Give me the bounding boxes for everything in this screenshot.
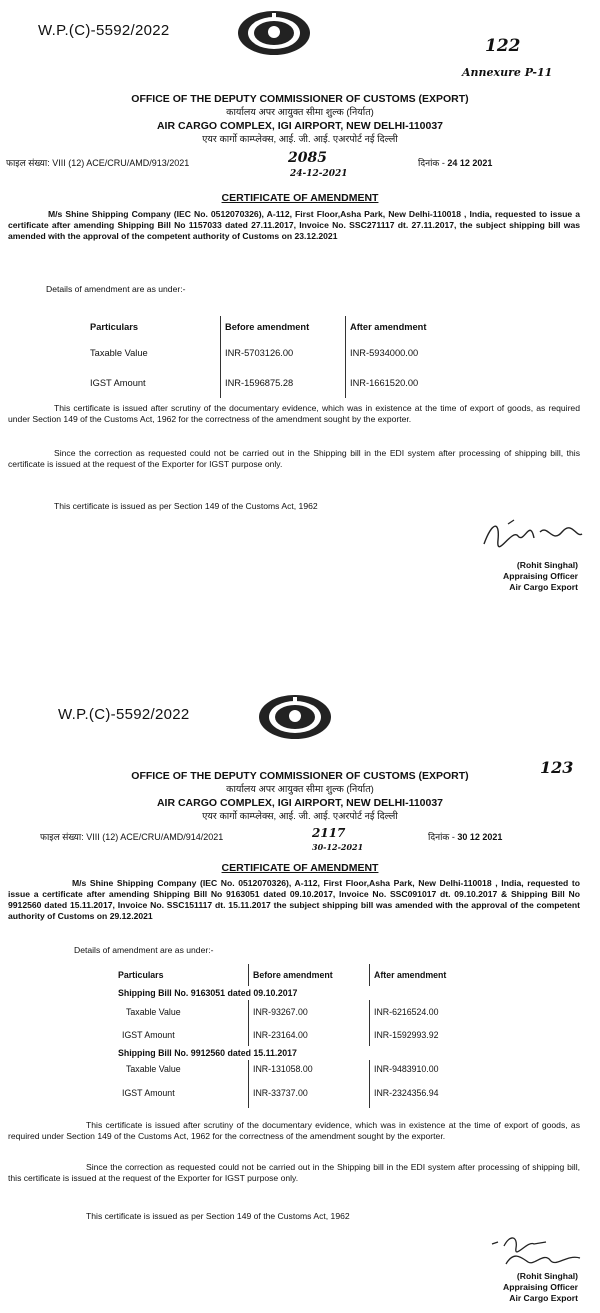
details-label: Details of amendment are as under:-	[74, 945, 214, 955]
details-label: Details of amendment are as under:-	[46, 284, 186, 294]
complex-address-en: AIR CARGO COMPLEX, IGI AIRPORT, NEW DELHI-110037	[156, 120, 444, 132]
amendment-table	[86, 316, 482, 398]
file-number-value: VIII (12) ACE/CRU/AMD/914/2021	[86, 832, 224, 842]
date-value: 24 12 2021	[447, 158, 493, 168]
issue-date	[428, 830, 502, 843]
wp-number: W.P.(C)-5592/2022	[58, 706, 190, 723]
header-before: Before amendment	[249, 964, 370, 986]
signatory-name: (Rohit Singhal)	[516, 560, 578, 570]
table-row	[86, 368, 482, 398]
amendment-table	[114, 964, 496, 1108]
signature-icon	[488, 1228, 588, 1272]
table-cell: INR-1596875.28	[221, 368, 346, 398]
intro-paragraph: M/s Shine Shipping Company (IEC No. 0512070326), A-112, First Floor,Asha Park, New Delhi-110018 , India, requested to issue a certificate after amending Shipping Bill No 9163051 dated 09.10.2017, Invoice No. SSC091017 dt. 09.10.2017 & Shipping Bill No 9912560 dated 15.11.2017, Invoice No. SSC151117 dt. 15.11.2017 the subject shipping bill was amended with the approval of the competent authority of Customs on 29.12.2021	[8, 878, 580, 921]
customs-emblem-icon	[235, 8, 313, 58]
file-number	[6, 156, 189, 169]
table-row	[114, 1024, 496, 1046]
table-cell: INR-93267.00	[249, 1000, 370, 1024]
scrutiny-paragraph: This certificate is issued after scrutiny of the documentary evidence, which was in existence at the time of export of goods, as required under Section 149 of the Customs Act, 1962 for the correctness of the amendment sought by the exporter.	[8, 1120, 580, 1141]
page-number: 122	[485, 36, 521, 56]
file-prefix: फाइल संख्या:	[40, 832, 84, 842]
table-row	[114, 1000, 496, 1024]
table-cell: INR-23164.00	[249, 1024, 370, 1046]
table-cell: INR-9483910.00	[370, 1060, 497, 1078]
table-group-row	[114, 986, 496, 1000]
signature-block	[503, 1271, 578, 1304]
section-paragraph: This certificate is issued as per Section 149 of the Customs Act, 1962	[86, 1211, 350, 1221]
annexure-label: Annexure P-11	[462, 66, 553, 79]
intro-paragraph: M/s Shine Shipping Company (IEC No. 0512070326), A-112, First Floor,Asha Park, New Delhi-110018 , India, requested to issue a certificate after amending Shipping Bill No 1157033 dated 27.11.2017, Invoice No. SSC271117 dt. 27.11.2017, the subject shipping bill was amended with the approval of the competent authority of Customs on 23.12.2021	[8, 209, 580, 241]
header-after: After amendment	[346, 316, 483, 338]
date-prefix: दिनांक -	[428, 832, 455, 842]
table-row	[86, 338, 482, 368]
handwritten-dispatch-date: 30-12-2021	[312, 842, 364, 852]
table-cell: INR-131058.00	[249, 1060, 370, 1078]
signatory-unit: Air Cargo Export	[509, 1293, 578, 1303]
customs-emblem-icon	[256, 692, 334, 742]
table-cell: IGST Amount	[122, 1088, 175, 1098]
table-cell: Taxable Value	[126, 1064, 181, 1074]
header-after: After amendment	[370, 964, 497, 986]
handwritten-dispatch-date: 24-12-2021	[290, 169, 348, 179]
signature-block	[503, 560, 578, 593]
signatory-designation: Appraising Officer	[503, 1282, 578, 1292]
table-header-row	[86, 316, 482, 338]
complex-address-en: AIR CARGO COMPLEX, IGI AIRPORT, NEW DELHI-110037	[156, 797, 444, 809]
table-row	[114, 1078, 496, 1108]
table-cell: IGST Amount	[90, 378, 146, 388]
signatory-name: (Rohit Singhal)	[516, 1271, 578, 1281]
table-cell: INR-33737.00	[249, 1078, 370, 1108]
table-header-row	[114, 964, 496, 986]
table-cell: INR-5934000.00	[346, 338, 483, 368]
file-number	[40, 830, 223, 843]
wp-number: W.P.(C)-5592/2022	[38, 22, 170, 39]
table-cell: INR-6216524.00	[370, 1000, 497, 1024]
table-cell: IGST Amount	[122, 1030, 175, 1040]
table-cell: INR-2324356.94	[370, 1078, 497, 1108]
signature-icon	[478, 514, 586, 556]
page-number: 123	[540, 758, 574, 777]
office-title-en: OFFICE OF THE DEPUTY COMMISSIONER OF CUSTOMS (EXPORT)	[131, 770, 469, 782]
shipping-bill-group-1: Shipping Bill No. 9163051 dated 09.10.2017	[118, 988, 298, 998]
table-cell: INR-5703126.00	[221, 338, 346, 368]
table-cell: INR-1592993.92	[370, 1024, 497, 1046]
office-title-hi: कार्यालय अपर आयुक्त सीमा शुल्क (निर्यात)	[226, 107, 374, 118]
scrutiny-paragraph: This certificate is issued after scrutiny of the documentary evidence, which was in existence at the time of export of goods, as required under Section 149 of the Customs Act, 1962 for the correctness of the amendment sought by the exporter.	[8, 403, 580, 424]
header-before: Before amendment	[221, 316, 346, 338]
complex-address-hi: एयर कार्गो काम्प्लेक्स, आई. जी. आई. एअरपोर्ट नई दिल्ली	[202, 134, 398, 145]
header-particulars: Particulars	[118, 970, 164, 980]
office-title-en: OFFICE OF THE DEPUTY COMMISSIONER OF CUSTOMS (EXPORT)	[131, 93, 469, 105]
certificate-title: CERTIFICATE OF AMENDMENT	[221, 862, 379, 874]
signatory-unit: Air Cargo Export	[509, 582, 578, 592]
shipping-bill-group-2: Shipping Bill No. 9912560 dated 15.11.2017	[118, 1048, 297, 1058]
date-value: 30 12 2021	[457, 832, 503, 842]
office-title-hi: कार्यालय अपर आयुक्त सीमा शुल्क (निर्यात)	[226, 784, 374, 795]
table-cell: INR-1661520.00	[346, 368, 483, 398]
issue-date	[418, 156, 492, 169]
certificate-title: CERTIFICATE OF AMENDMENT	[221, 192, 379, 204]
table-row	[114, 1060, 496, 1078]
date-prefix: दिनांक -	[418, 158, 445, 168]
handwritten-dispatch-no: 2085	[288, 150, 327, 166]
section-paragraph: This certificate is issued as per Section 149 of the Customs Act, 1962	[54, 501, 318, 511]
handwritten-dispatch-no: 2117	[312, 826, 346, 840]
header-particulars: Particulars	[90, 322, 139, 332]
table-cell: Taxable Value	[126, 1007, 181, 1017]
complex-address-hi: एयर कार्गो काम्प्लेक्स, आई. जी. आई. एअरपोर्ट नई दिल्ली	[202, 811, 398, 822]
correction-paragraph: Since the correction as requested could not be carried out in the Shipping bill in the EDI system after processing of shipping bill, this certificate is issued at the request of the Exporter for IGST purpose only.	[8, 448, 580, 469]
file-prefix: फाइल संख्या:	[6, 158, 50, 168]
table-group-row	[114, 1046, 496, 1060]
table-cell: Taxable Value	[90, 348, 148, 358]
file-number-value: VIII (12) ACE/CRU/AMD/913/2021	[52, 158, 190, 168]
signatory-designation: Appraising Officer	[503, 571, 578, 581]
correction-paragraph: Since the correction as requested could not be carried out in the Shipping bill in the EDI system after processing of shipping bill, this certificate is issued at the request of the Exporter for IGST purpose only.	[8, 1162, 580, 1183]
